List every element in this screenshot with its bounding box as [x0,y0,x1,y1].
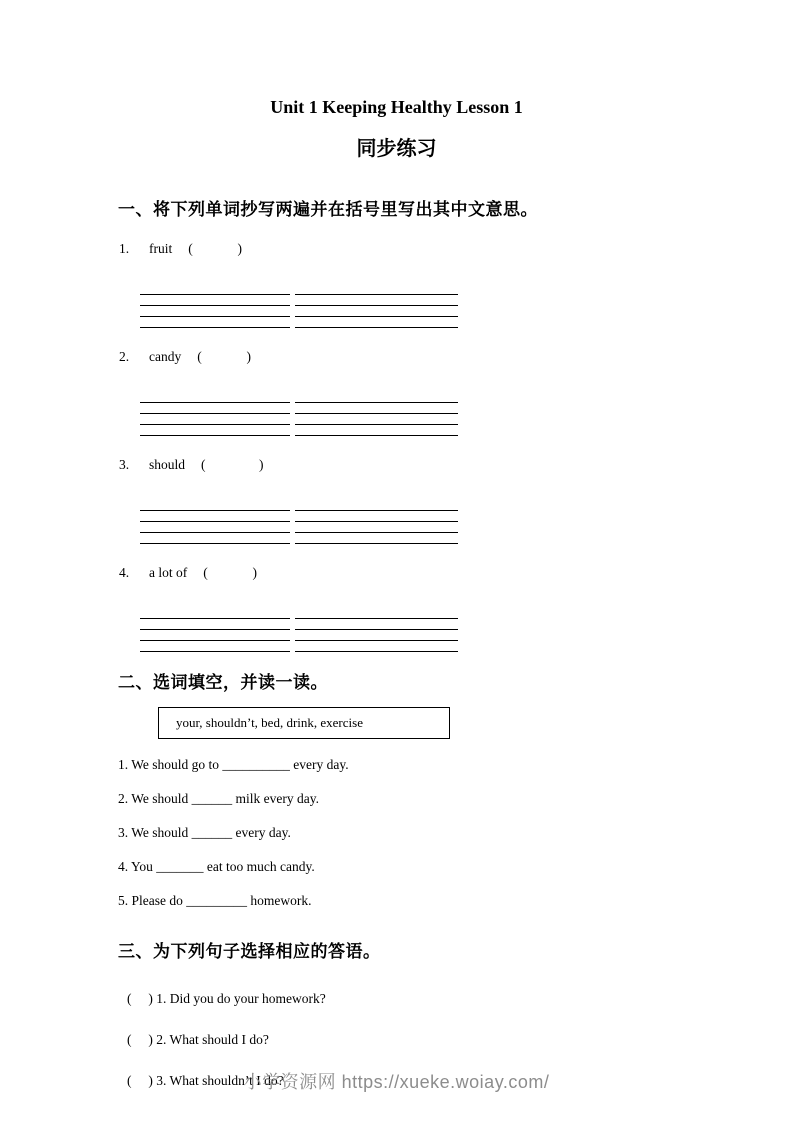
writing-line [140,392,290,403]
writing-lines [140,392,458,436]
writing-line [140,284,290,295]
fill-in-sentence: 2. We should ______ milk every day. [118,791,320,806]
writing-line [140,511,290,522]
writing-line [140,630,290,641]
vocab-row [119,565,793,581]
vocab-paren: ( ) [203,565,258,580]
fill-in-sentence: 4. You _______ eat too much candy. [118,859,315,874]
fill-in-sentence: 1. We should go to __________ every day. [118,757,349,772]
writing-line [295,284,458,295]
page-title: Unit 1 Keeping Healthy Lesson 1 [270,97,523,117]
writing-line [140,608,290,619]
vocab-word: should [149,457,186,472]
writing-line [295,619,458,630]
writing-line [140,619,290,630]
footer-source-text: 小学资源网 https://xueke.woiay.com/ [243,1072,550,1092]
vocab-item [0,349,793,436]
section3-heading: 三、为下列句子选择相应的答语。 [118,942,381,961]
vocab-word: candy [149,349,182,364]
writing-line [295,295,458,306]
fill-in-sentence: 5. Please do _________ homework. [118,893,312,908]
vocab-number: 1. [119,241,130,256]
vocab-paren: ( ) [197,349,252,364]
writing-line [140,522,290,533]
writing-lines [140,284,458,328]
writing-line [295,317,458,328]
writing-line [140,641,290,652]
question-item: ( ) 2. What should I do? [127,1032,269,1047]
writing-line [295,522,458,533]
question-item: ( ) 1. Did you do your homework? [127,991,326,1006]
vocab-row [119,349,793,365]
writing-line [140,317,290,328]
writing-line [295,533,458,544]
section1-heading: 一、将下列单词抄写两遍并在括号里写出其中文意思。 [118,200,538,219]
question-item: ( ) 3. What shouldn’t I do? [127,1073,284,1088]
vocab-word: a lot of [149,565,188,580]
word-bank-box [158,707,450,739]
writing-line [140,403,290,414]
writing-line [295,403,458,414]
writing-line [295,500,458,511]
writing-line [140,306,290,317]
writing-lines [140,608,458,652]
vocab-row [119,457,793,473]
writing-line [295,306,458,317]
writing-line [295,511,458,522]
fill-in-sentence: 3. We should ______ every day. [118,825,291,840]
writing-line [295,425,458,436]
writing-lines [140,500,458,544]
vocab-item [0,565,793,652]
vocab-word: fruit [149,241,173,256]
writing-line [295,608,458,619]
vocab-paren: ( ) [188,241,243,256]
writing-line [295,641,458,652]
writing-line [140,414,290,425]
word-bank-words: your, shouldn’t, bed, drink, exercise [176,715,363,730]
writing-line [295,630,458,641]
page-subtitle: 同步练习 [356,138,437,160]
writing-line [140,500,290,511]
vocab-item [0,241,793,328]
vocab-number: 2. [119,349,130,364]
vocab-number: 4. [119,565,130,580]
writing-line [140,295,290,306]
vocab-item [0,457,793,544]
vocab-row [119,241,793,257]
writing-line [295,392,458,403]
writing-line [140,425,290,436]
vocab-paren: ( ) [201,457,265,472]
writing-line [295,414,458,425]
writing-line [140,533,290,544]
vocab-number: 3. [119,457,130,472]
section2-heading: 二、选词填空，并读一读。 [118,673,328,692]
